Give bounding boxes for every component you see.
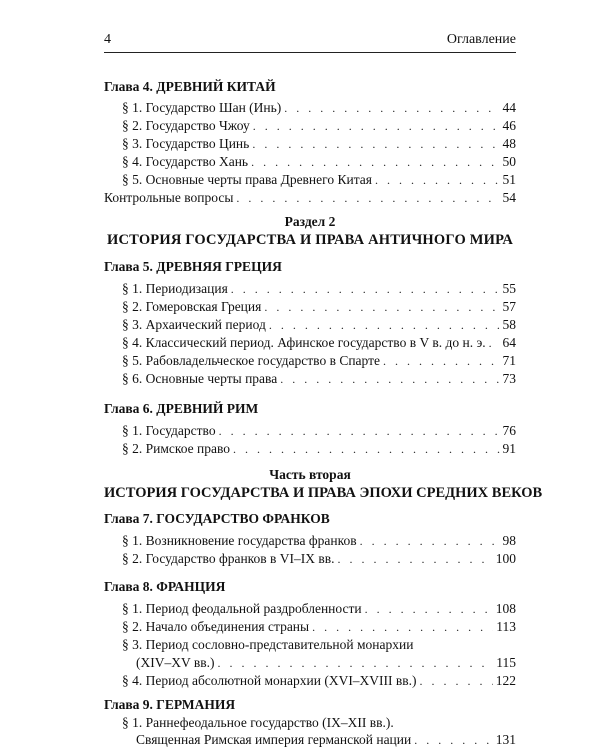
entry-label: § 3. Период сословно-представительной монархии [122,637,414,652]
entry-label: § 5. Рабовладельческое государство в Спарте [122,353,381,368]
section-label: Раздел 2 [284,214,336,229]
running-header [104,30,516,53]
leader-dots [264,298,499,316]
entry-page: 64 [502,335,516,350]
toc-entry[interactable] [122,117,516,135]
entry-label: § 1. Раннефеодальное государство (IX–XII вв.). [122,715,394,730]
toc-entry[interactable] [122,280,516,298]
chapter-4-title: Глава 4. ДРЕВНИЙ КИТАЙ [104,79,276,94]
toc-entry-line2[interactable] [136,654,516,672]
entry-label: § 2. Государство Чжоу [122,118,250,133]
entry-label: § 3. Государство Цинь [122,136,250,151]
toc-entry-line1[interactable] [122,714,516,732]
toc-entry[interactable] [122,352,516,370]
entry-page: 44 [502,100,516,115]
toc-entry[interactable] [122,618,516,636]
leader-dots [360,532,500,550]
part-title: ИСТОРИЯ ГОСУДАРСТВА И ПРАВА ЭПОХИ СРЕДНИХ ВЕКОВ [104,485,543,501]
entry-page: 76 [502,423,516,438]
leader-dots [219,422,500,440]
toc-entry[interactable] [122,99,516,117]
entry-label: § 1. Государство Шан (Инь) [122,100,282,115]
entry-label: § 4. Государство Хань [122,154,249,169]
entry-label: § 2. Начало объединения страны [122,619,310,634]
entry-page: 115 [496,655,516,670]
entry-label-cont: (XIV–XV вв.) [136,655,215,670]
entry-label: § 5. Основные черты права Древнего Китая [122,172,372,187]
entry-page: 51 [502,172,516,187]
leader-dots [251,153,499,171]
chapter-9-title: Глава 9. ГЕРМАНИЯ [104,697,236,712]
leader-dots [253,117,500,135]
header-title: Оглавление [446,32,516,47]
chapter-8-title: Глава 8. ФРАНЦИЯ [104,579,226,594]
entry-page: 131 [495,732,516,747]
leader-dots [420,672,493,690]
entry-label: § 1. Периодизация [122,281,228,296]
toc-entry[interactable] [122,153,516,171]
entry-page: 50 [502,154,516,169]
toc-entry[interactable] [122,298,516,316]
entry-page: 100 [495,551,516,566]
leader-dots [489,334,500,352]
entry-page: 46 [502,118,516,133]
leader-dots [365,600,493,618]
toc-entry[interactable] [122,532,516,550]
toc-entry-line1[interactable] [122,636,516,654]
toc-entry[interactable] [122,600,516,618]
leader-dots [312,618,493,636]
entry-label: § 4. Классический период. Афинское государство в V в. до н. э. [122,335,486,350]
leader-dots [284,99,499,117]
toc-entry[interactable] [122,370,516,388]
toc-entry[interactable] [122,672,516,690]
leader-dots [269,316,500,334]
entry-page: 98 [502,533,516,548]
toc-entry[interactable] [122,316,516,334]
toc-entry[interactable] [122,334,516,352]
entry-page: 91 [502,441,516,456]
page-number: 4 [104,32,111,47]
toc-entry[interactable] [104,189,516,207]
chapter-7-title: Глава 7. ГОСУДАРСТВО ФРАНКОВ [104,511,330,526]
entry-page: 48 [502,136,516,151]
section-title: ИСТОРИЯ ГОСУДАРСТВА И ПРАВА АНТИЧНОГО МИРА [106,232,513,248]
entry-label: Контрольные вопросы [104,190,234,205]
part-label: Часть вторая [269,467,351,482]
entry-label: § 1. Период феодальной раздробленности [122,601,362,616]
entry-page: 57 [502,299,516,314]
leader-dots [236,189,499,207]
leader-dots [383,352,499,370]
leader-dots [252,135,499,153]
toc-entry[interactable] [122,135,516,153]
entry-page: 71 [502,353,516,368]
toc-entry[interactable] [122,171,516,189]
leader-dots [218,654,494,672]
toc-entry[interactable] [122,550,516,568]
chapter-5-title: Глава 5. ДРЕВНЯЯ ГРЕЦИЯ [104,259,282,274]
entry-page: 108 [495,601,516,616]
leader-dots [338,550,493,568]
leader-dots [375,171,500,189]
toc-entry[interactable] [122,422,516,440]
entry-label: § 1. Возникновение государства франков [122,533,357,548]
entry-label-cont: Священная Римская империя германской нации [136,732,412,747]
entry-page: 113 [496,619,516,634]
entry-label: § 4. Период абсолютной монархии (XVI–XVIII вв.) [122,673,417,688]
entry-label: § 6. Основные черты права [122,371,278,386]
leader-dots [233,440,499,458]
entry-page: 55 [502,281,516,296]
entry-page: 58 [502,317,516,332]
leader-dots [231,280,500,298]
entry-label: § 1. Государство [122,423,216,438]
entry-page: 122 [495,673,516,688]
chapter-6-title: Глава 6. ДРЕВНИЙ РИМ [104,401,259,416]
entry-label: § 2. Римское право [122,441,231,456]
entry-page: 73 [502,371,516,386]
entry-label: § 2. Гомеровская Греция [122,299,262,314]
leader-dots [280,370,499,388]
toc-entry[interactable] [122,440,516,458]
leader-dots [414,731,493,749]
entry-label: § 2. Государство франков в VI–IX вв. [122,551,335,566]
entry-page: 54 [502,190,516,205]
toc-entry-line2[interactable] [136,731,516,749]
entry-label: § 3. Архаический период [122,317,266,332]
